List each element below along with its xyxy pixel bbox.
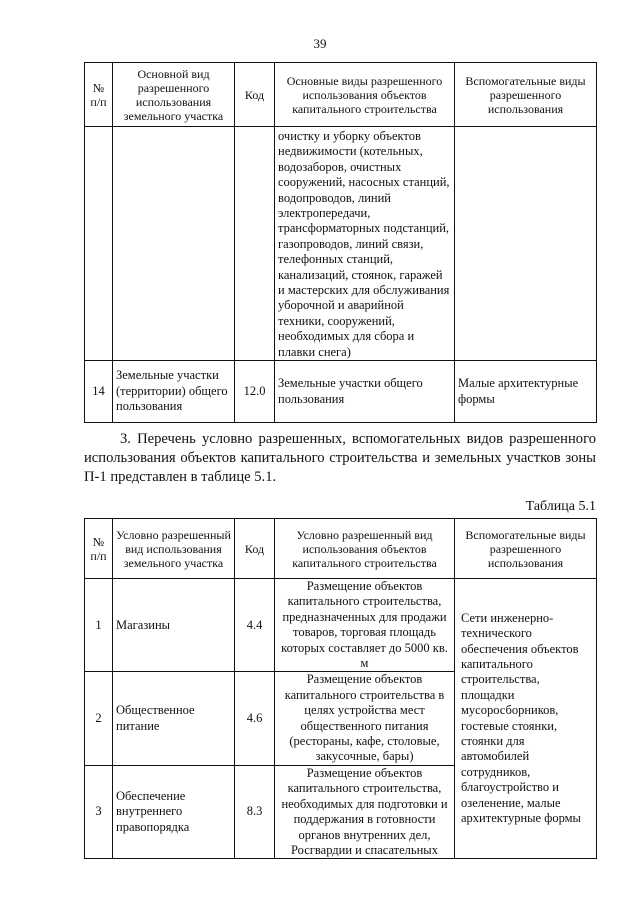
header-objects: Условно разрешенный вид использования объектов капитального строительства	[275, 519, 455, 579]
row-num: 14	[85, 361, 113, 423]
header-num: № п/п	[85, 519, 113, 579]
row-type: Земельные участки (территории) общего пользования	[113, 361, 235, 423]
conditional-use-table	[84, 518, 597, 859]
aux-shared: Сети инженерно-технического обеспечения объектов капитального строительства, площадки мусоросборников, гостевые стоянки, стоянки для автомобилей сотрудников, благоустройство и озеленение, малые архитектурные формы	[455, 579, 597, 859]
row-code: 8.3	[235, 765, 275, 858]
continuation-text: очистку и уборку объектов недвижимости (котельных, водозаборов, очистных сооружений, насосных станций, водопроводов, линий электропередачи, трансформаторных подстанций, газопроводов, линий связи, телефонных станций, канализаций, стоянок, гаражей и мастерских для обслуживания уборочной и аварийной техники, сооружений, необходимых для сбора и плавки снега)	[275, 127, 455, 361]
table-header-row	[85, 63, 597, 127]
row-objects: Размещение объектов капитального строительства, предназначенных для продажи товаров, торговая площадь которых составляет до 5000 кв. м	[275, 579, 455, 672]
row-num: 1	[85, 579, 113, 672]
table-row	[85, 361, 597, 423]
table-header-row	[85, 519, 597, 579]
header-objects: Основные виды разрешенного использования объектов капитального строительства	[275, 63, 455, 127]
table-row	[85, 127, 597, 361]
row-code: 4.4	[235, 579, 275, 672]
row-num: 2	[85, 672, 113, 765]
header-main-type: Основной вид разрешенного использования земельного участка	[113, 63, 235, 127]
row-type: Общественное питание	[113, 672, 235, 765]
row-objects: Земельные участки общего пользования	[275, 361, 455, 423]
table-row	[85, 579, 597, 672]
header-num: № п/п	[85, 63, 113, 127]
row-num: 3	[85, 765, 113, 858]
row-code: 4.6	[235, 672, 275, 765]
header-code: Код	[235, 519, 275, 579]
zoning-table-main	[84, 62, 597, 423]
header-cond-type: Условно разрешенный вид использования земельного участка	[113, 519, 235, 579]
row-objects: Размещение объектов капитального строительства, необходимых для подготовки и поддержания в готовности органов внутренних дел, Росгвардии и спасательных	[275, 765, 455, 858]
header-aux: Вспомогательные виды разрешенного использования	[455, 63, 597, 127]
row-code: 12.0	[235, 361, 275, 423]
row-type: Обеспечение внутреннего правопорядка	[113, 765, 235, 858]
row-objects: Размещение объектов капитального строительства в целях устройства мест общественного питания (рестораны, кафе, столовые, закусочные, бары)	[275, 672, 455, 765]
header-code: Код	[235, 63, 275, 127]
row-type: Магазины	[113, 579, 235, 672]
table-caption: Таблица 5.1	[525, 499, 596, 514]
header-aux: Вспомогательные виды разрешенного использования	[455, 519, 597, 579]
page-number: 39	[313, 36, 327, 51]
body-paragraph: 3. Перечень условно разрешенных, вспомогательных видов разрешенного использования объектов капитального строительства и земельных участков зоны П-1 представлен в таблице 5.1.	[84, 431, 596, 485]
row-aux: Малые архитектурные формы	[455, 361, 597, 423]
